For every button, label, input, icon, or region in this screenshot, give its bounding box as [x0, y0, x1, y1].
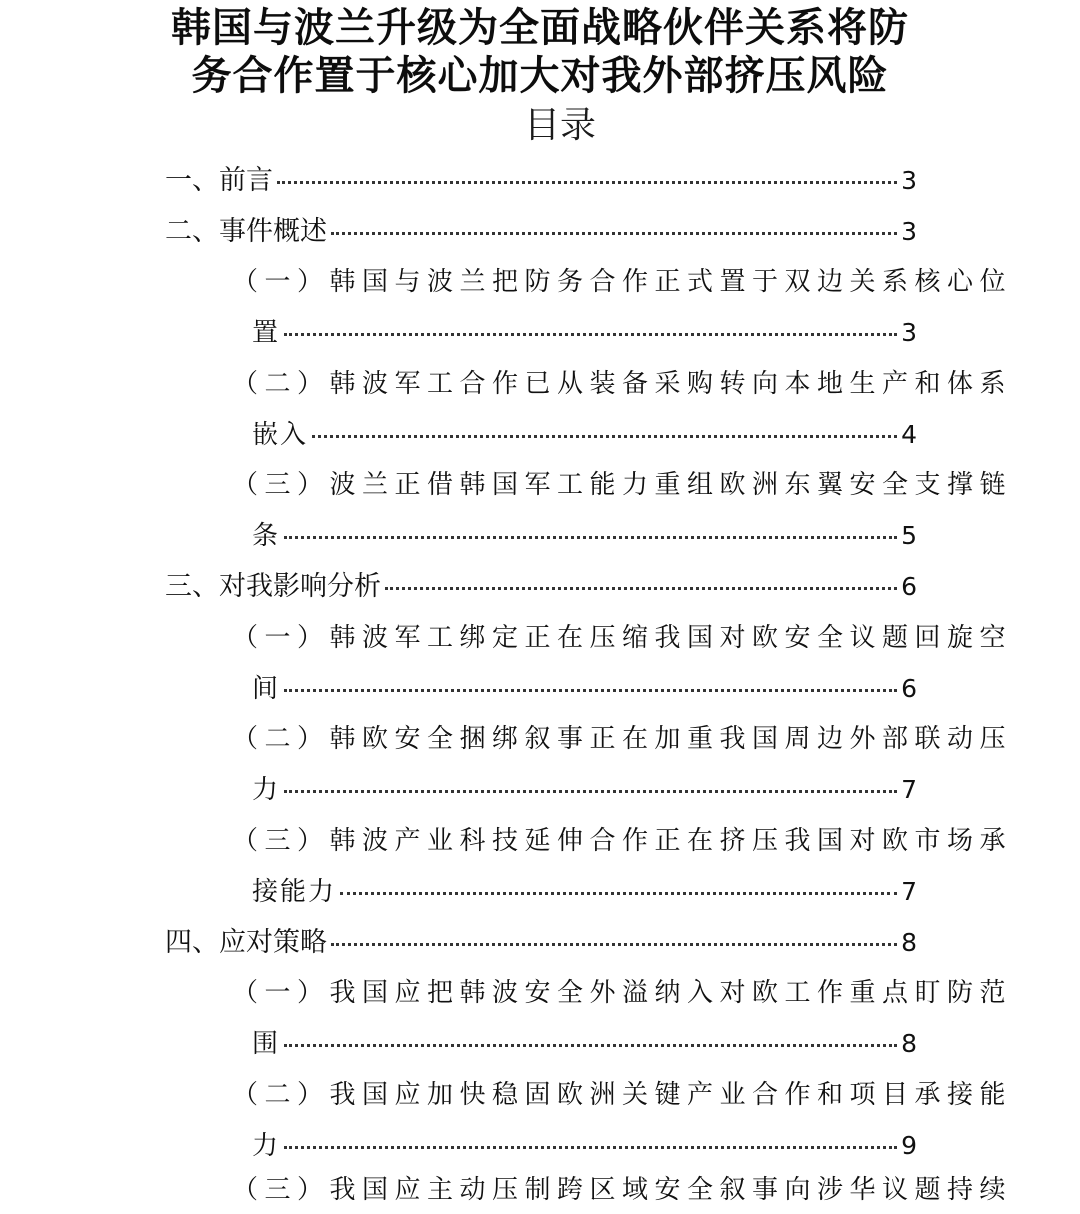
toc-entry-3-2-line-1[interactable]	[232, 717, 1013, 761]
toc-entry-2-3-line-2[interactable]	[252, 514, 917, 558]
dot-leader	[277, 180, 897, 184]
document-title-line-1: 韩国与波兰升级为全面战略伙伴关系将防	[171, 5, 909, 51]
toc-page-number: 8	[901, 928, 917, 957]
dot-leader	[340, 891, 897, 895]
toc-entry-3-2-line-2[interactable]	[252, 768, 917, 812]
toc-page-number: 3	[901, 166, 917, 195]
toc-page-number: 3	[901, 217, 917, 246]
toc-entry-label: 力	[252, 775, 281, 805]
toc-entry-label: （二）韩欧安全捆绑叙事正在加重我国周边外部联动压	[232, 724, 1013, 754]
toc-entry-label: 围	[252, 1029, 281, 1059]
toc-entry-label: （一）韩波军工绑定正在压缩我国对欧安全议题回旋空	[232, 623, 1013, 653]
toc-entry-label: （二）我国应加快稳固欧洲关键产业合作和项目承接能	[232, 1080, 1013, 1110]
toc-entry-label: 条	[252, 521, 281, 551]
toc-page-number: 8	[901, 1029, 917, 1058]
toc-entry-2-1-line-1[interactable]	[232, 260, 1013, 304]
dot-leader	[284, 789, 897, 793]
toc-entry-label: 二、事件概述	[165, 216, 327, 247]
toc-entry-3-3-line-1[interactable]	[232, 819, 1013, 863]
toc-entry-label: （二）韩波军工合作已从装备采购转向本地生产和体系	[232, 369, 1013, 399]
dot-leader	[331, 231, 897, 235]
toc-entry-3-1-line-1[interactable]	[232, 616, 1013, 660]
toc-entry-3-3-line-2[interactable]	[252, 870, 917, 914]
document-title-line-2: 务合作置于核心加大对我外部挤压风险	[191, 53, 889, 99]
toc-page-number: 5	[901, 521, 917, 550]
dot-leader	[331, 942, 897, 946]
toc-entry-4-2-line-1[interactable]	[232, 1073, 1013, 1117]
toc-entry-4-3-line-1[interactable]	[232, 1168, 1013, 1212]
dot-leader	[284, 1145, 897, 1149]
toc-entry-label: （一）我国应把韩波安全外溢纳入对欧工作重点盯防范	[232, 978, 1013, 1008]
toc-page-number: 7	[901, 775, 917, 804]
toc-page-number: 6	[901, 674, 917, 703]
toc-entry-2-2-line-2[interactable]	[252, 413, 917, 457]
toc-entry-impact-analysis[interactable]	[165, 565, 917, 609]
toc-entry-label: 一、前言	[165, 165, 273, 196]
toc-entry-4-1-line-2[interactable]	[252, 1022, 917, 1066]
toc-entry-label: （三）韩波产业科技延伸合作正在挤压我国对欧市场承	[232, 826, 1013, 856]
toc-entry-label: 嵌入	[252, 420, 309, 450]
dot-leader	[284, 332, 897, 336]
toc-entry-label: （三）我国应主动压制跨区域安全叙事向涉华议题持续	[232, 1175, 1013, 1205]
toc-entry-preface[interactable]	[165, 159, 917, 203]
toc-entry-3-1-line-2[interactable]	[252, 667, 917, 711]
dot-leader	[385, 586, 897, 590]
toc-heading: 目录	[523, 105, 596, 146]
toc-page-number: 6	[901, 572, 917, 601]
toc-entry-label: 间	[252, 674, 281, 704]
toc-entry-label: 接能力	[252, 877, 337, 907]
toc-entry-label: 四、应对策略	[165, 927, 327, 958]
toc-entry-2-1-line-2[interactable]	[252, 311, 917, 355]
dot-leader	[312, 434, 897, 438]
toc-entry-4-2-line-2[interactable]	[252, 1124, 917, 1168]
toc-entry-countermeasures[interactable]	[165, 921, 917, 965]
toc-entry-2-3-line-1[interactable]	[232, 463, 1013, 507]
toc-entry-label: 三、对我影响分析	[165, 571, 381, 602]
toc-entry-4-1-line-1[interactable]	[232, 971, 1013, 1015]
toc-page-number: 4	[901, 420, 917, 449]
dot-leader	[284, 1043, 897, 1047]
toc-entry-2-2-line-1[interactable]	[232, 362, 1013, 406]
toc-entry-label: 置	[252, 318, 281, 348]
toc-page-number: 7	[901, 877, 917, 906]
toc-entry-event-overview[interactable]	[165, 210, 917, 254]
toc-entry-label: 力	[252, 1131, 281, 1161]
toc-page-number: 9	[901, 1131, 917, 1160]
dot-leader	[284, 535, 897, 539]
toc-entry-label: （三）波兰正借韩国军工能力重组欧洲东翼安全支撑链	[232, 470, 1013, 500]
dot-leader	[284, 688, 897, 692]
toc-entry-label: （一）韩国与波兰把防务合作正式置于双边关系核心位	[232, 267, 1013, 297]
toc-page-number: 3	[901, 318, 917, 347]
